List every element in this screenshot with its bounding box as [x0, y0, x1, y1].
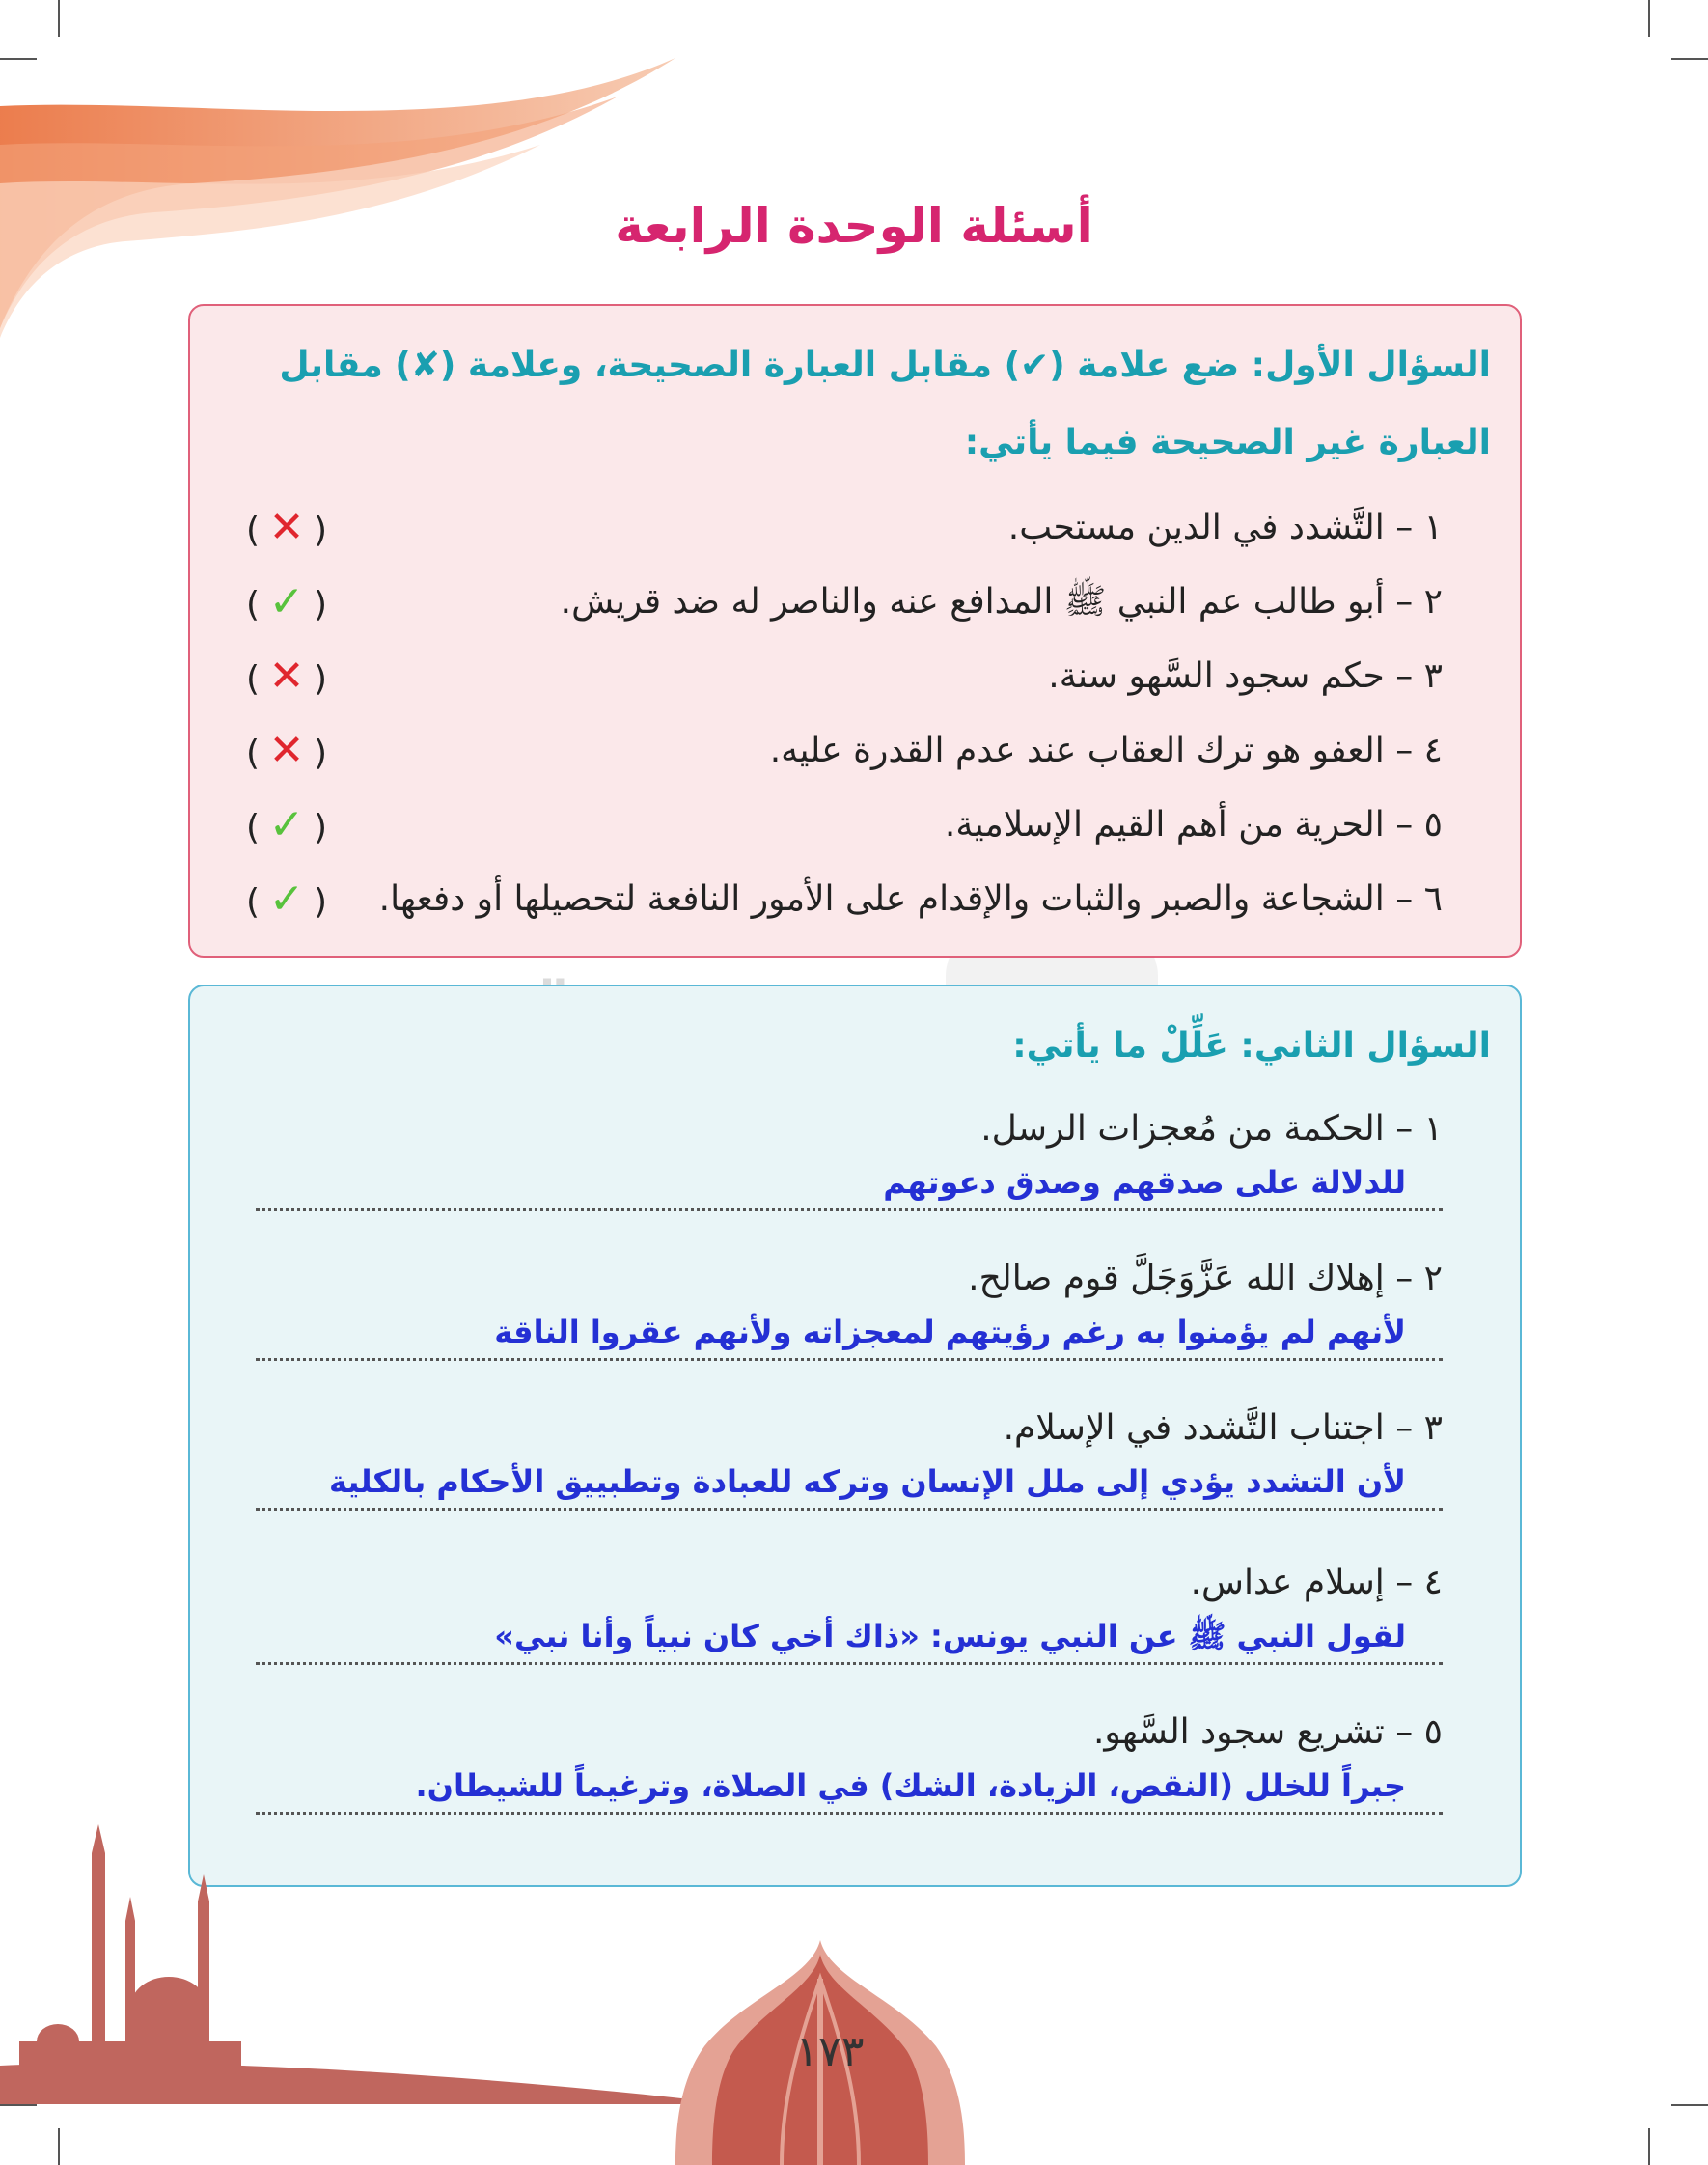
item-answer: لقول النبي ﷺ عن النبي يونس: «ذاك أخي كان نبياً وأنا نبي»	[256, 1610, 1443, 1665]
decorative-swoosh	[0, 39, 695, 347]
item-question: ٣ – اجتناب التَّشدد في الإسلام.	[1003, 1408, 1443, 1448]
crop-mark	[1648, 0, 1650, 37]
reasoning-item	[256, 1706, 1443, 1815]
item-question: ٥ – تشريع سجود السَّهو.	[1092, 1712, 1443, 1752]
item-text: ٢ – أبو طالب عم النبي ﷺ المدافع عنه والناصر له ضد قريش.	[560, 582, 1443, 622]
paren: (	[245, 808, 260, 847]
reasoning-item	[256, 1556, 1443, 1665]
item-answer: للدلالة على صدقهم وصدق دعوتهم	[256, 1156, 1443, 1211]
answer-mark	[229, 569, 344, 639]
crop-mark	[0, 2104, 37, 2106]
answer-mark	[229, 643, 344, 713]
paren: (	[245, 882, 260, 922]
item-text: ١ – التَّشدد في الدين مستحب.	[1007, 508, 1443, 547]
answer-mark	[229, 791, 344, 862]
crop-mark	[58, 2128, 60, 2165]
page-number: ١٧٣	[795, 2027, 865, 2076]
reasoning-item	[256, 1402, 1443, 1511]
mosque-silhouette-icon	[0, 1815, 733, 2104]
paren: )	[314, 882, 328, 922]
reasoning-item	[256, 1102, 1443, 1211]
check-icon: ✓	[268, 800, 305, 849]
check-icon: ✓	[268, 577, 305, 626]
paren: )	[314, 585, 328, 625]
paren: (	[245, 585, 260, 625]
item-question: ٢ – إهلاك الله عَزَّوَجَلَّ قوم صالح.	[968, 1259, 1443, 1298]
answer-mark	[229, 717, 344, 788]
item-question: ١ – الحكمة من مُعجزات الرسل.	[980, 1109, 1443, 1149]
cross-icon: ✕	[268, 503, 305, 552]
question-two-box	[188, 985, 1522, 1887]
paren: )	[314, 808, 328, 847]
page-title: أسئلة الوحدة الرابعة	[615, 198, 1093, 254]
item-answer: لأن التشدد يؤدي إلى ملل الإنسان وتركه للعبادة وتطبييق الأحكام بالكلية	[256, 1456, 1443, 1511]
paren: (	[245, 511, 260, 550]
cross-icon: ✕	[268, 652, 305, 701]
paren: )	[314, 659, 328, 699]
item-text: ٣ – حكم سجود السَّهو سنة.	[1048, 656, 1443, 696]
paren: (	[245, 659, 260, 699]
paren: )	[314, 734, 328, 773]
question-two-heading: السؤال الثاني: عَلِّلْ ما يأتي:	[1012, 1026, 1491, 1066]
answer-mark	[229, 866, 344, 936]
paren: (	[245, 734, 260, 773]
item-answer: جبراً للخلل (النقص، الزيادة، الشك) في الصلاة، وترغيماً للشيطان.	[256, 1760, 1443, 1815]
crop-mark	[58, 0, 60, 37]
true-false-item	[236, 494, 1443, 562]
true-false-item	[236, 569, 1443, 636]
answer-mark	[229, 494, 344, 565]
question-one-heading: السؤال الأول: ضع علامة (✔) مقابل العبارة الصحيحة، وعلامة (✘) مقابل العبارة غير الصحيحة فيما يأتي:	[279, 346, 1491, 462]
crop-mark	[1648, 2128, 1650, 2165]
true-false-item	[236, 717, 1443, 785]
true-false-item	[362, 866, 1443, 933]
item-text: ٤ – العفو هو ترك العقاب عند عدم القدرة عليه.	[769, 731, 1443, 770]
cross-icon: ✕	[268, 726, 305, 775]
item-text: ٥ – الحرية من أهم القيم الإسلامية.	[944, 805, 1443, 845]
reasoning-item	[256, 1252, 1443, 1361]
check-icon: ✓	[268, 874, 305, 924]
paren: )	[314, 511, 328, 550]
crop-mark	[1671, 58, 1708, 60]
question-one-box	[188, 304, 1522, 958]
item-text: ٦ – الشجاعة والصبر والثبات والإقدام على الأمور النافعة لتحصيلها أو دفعها.	[378, 879, 1443, 919]
item-answer: لأنهم لم يؤمنوا به رغم رؤيتهم لمعجزاته ولأنهم عقروا الناقة	[256, 1306, 1443, 1361]
true-false-item	[236, 643, 1443, 710]
item-question: ٤ – إسلام عداس.	[1190, 1563, 1443, 1602]
true-false-item	[236, 791, 1443, 859]
crop-mark	[1671, 2104, 1708, 2106]
